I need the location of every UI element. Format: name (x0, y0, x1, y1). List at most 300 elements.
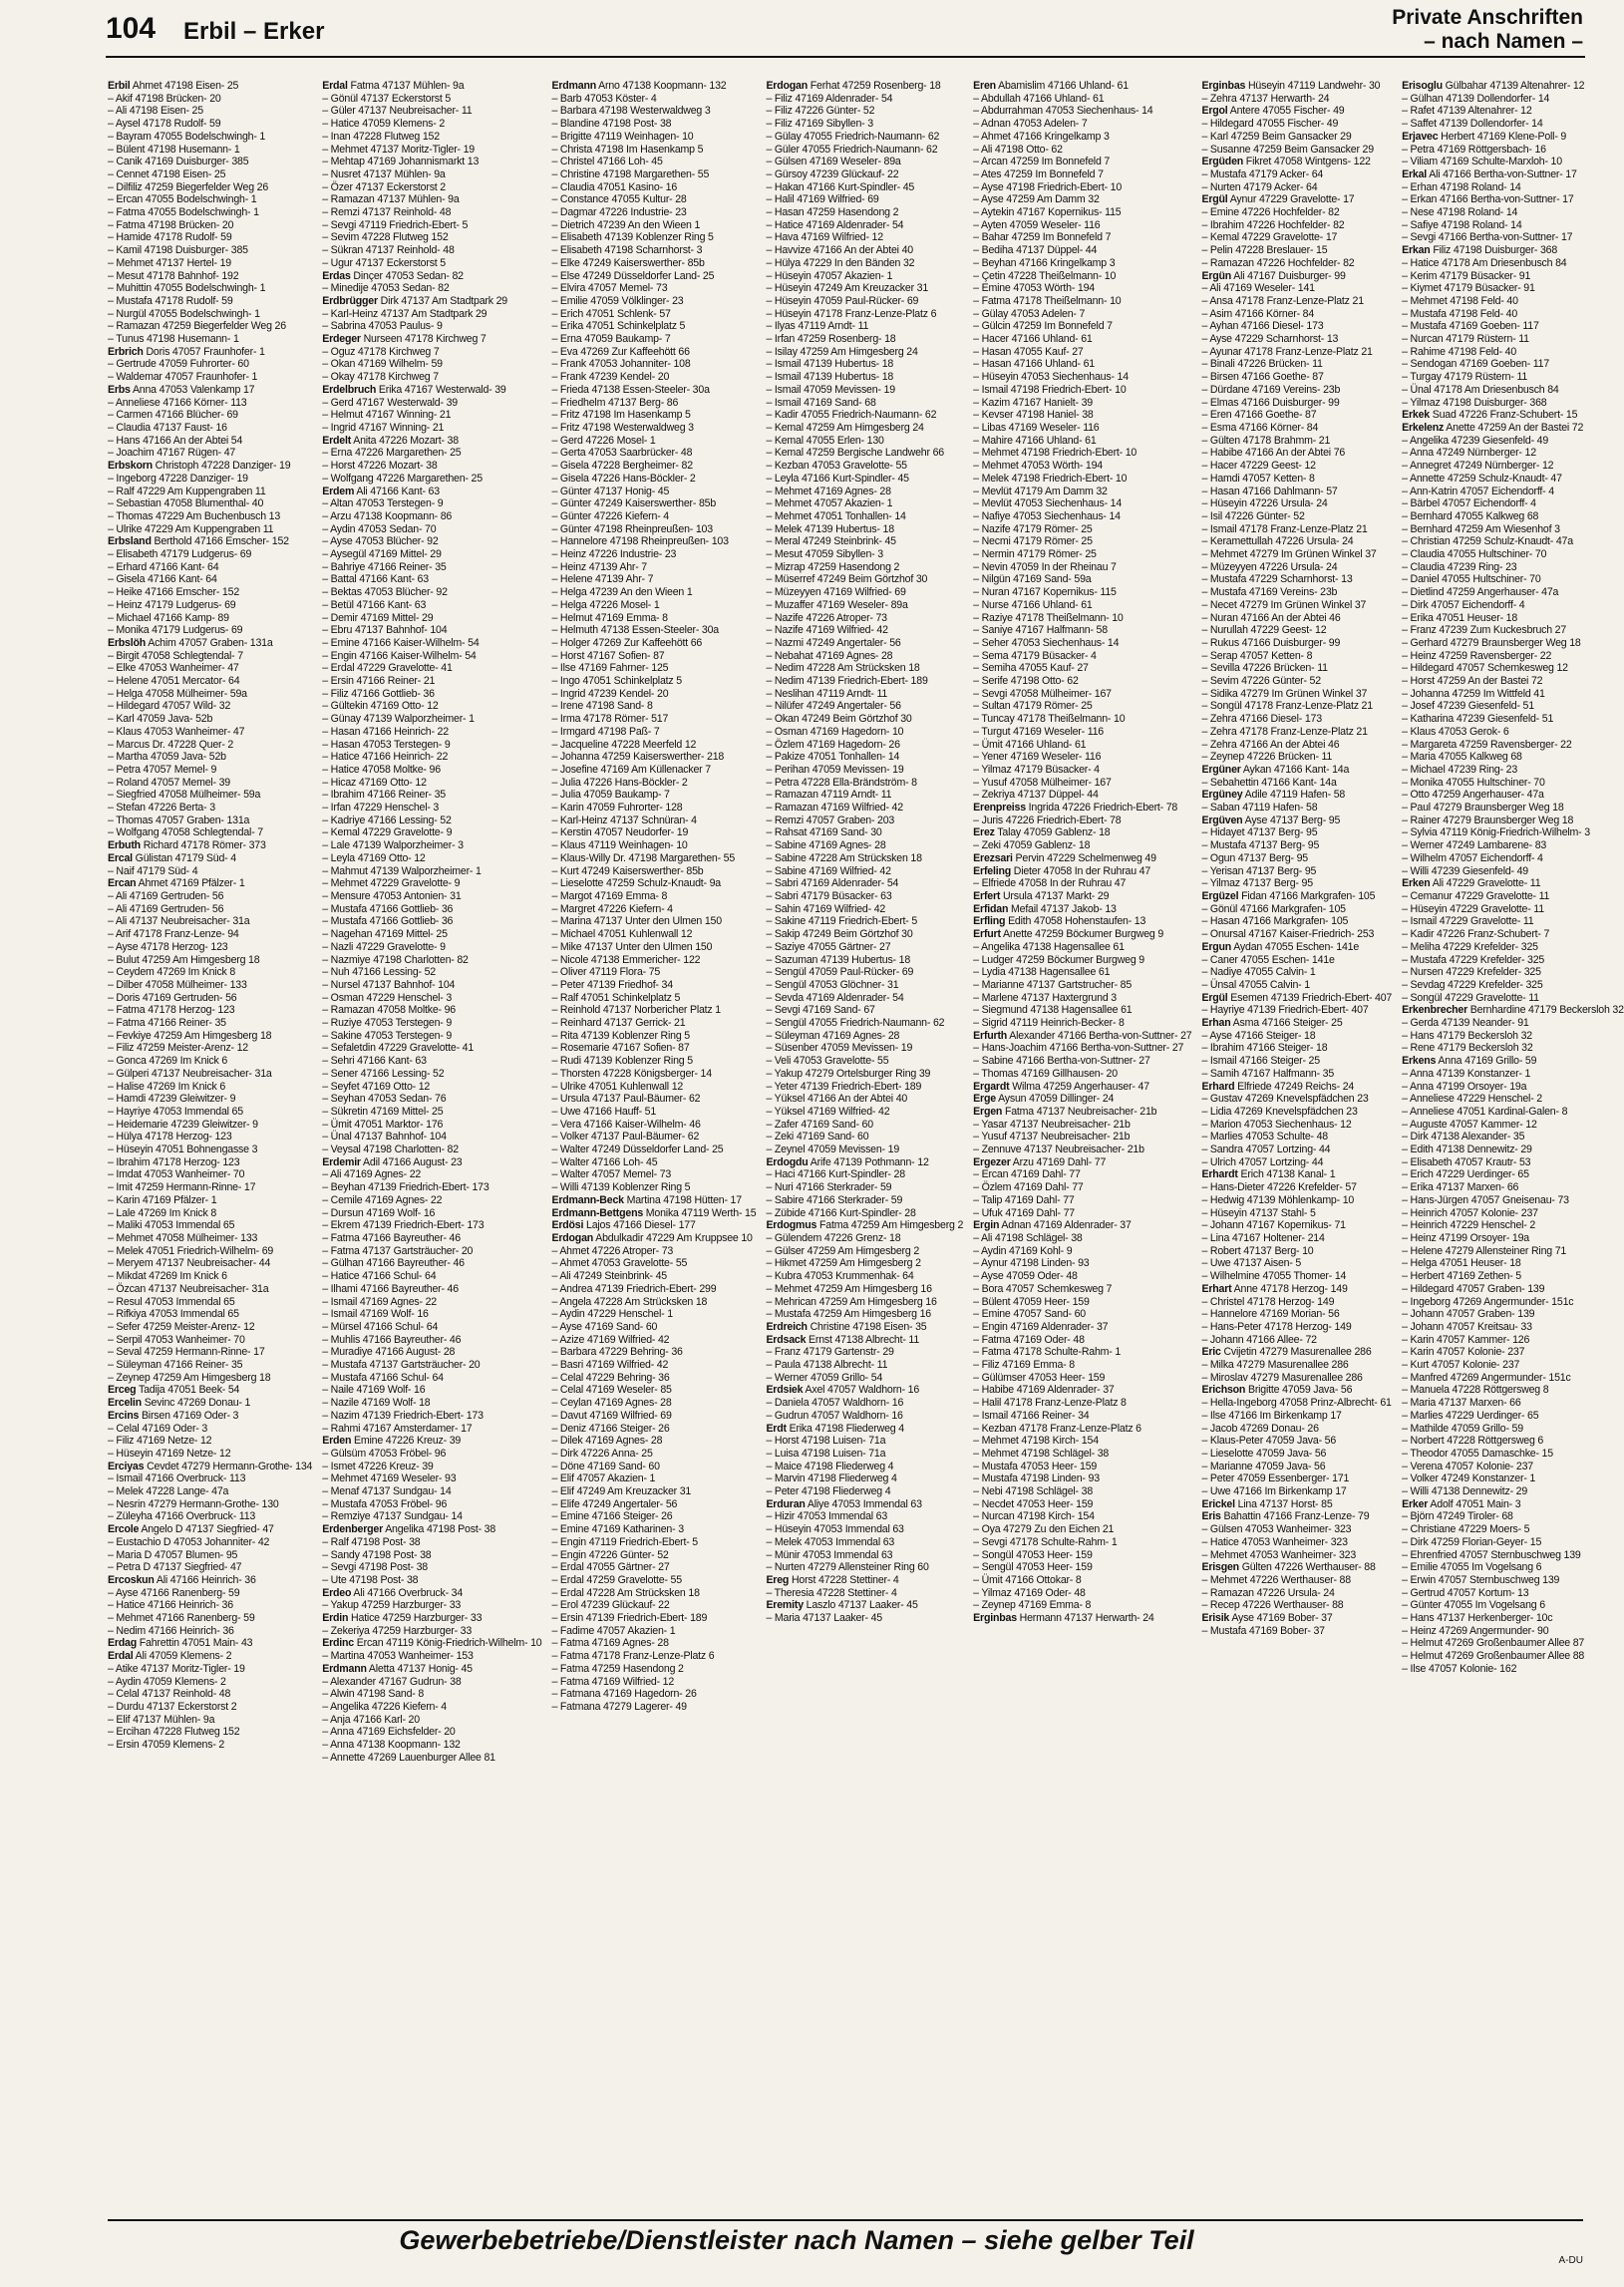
entry-details: – Fritz 47198 Im Hasenkamp 5 (551, 409, 691, 422)
directory-entry (108, 1270, 312, 1283)
surname: Erdsiek (766, 1384, 804, 1397)
directory-entry (1201, 1308, 1392, 1321)
entry-details: – Saban 47119 Hafen- 58 (1201, 802, 1318, 815)
entry-details: – Yasar 47137 Neubreisacher- 21b (973, 1118, 1131, 1131)
directory-entry (322, 966, 541, 979)
entry-details: – Franz 47239 Zum Kuckesbruch 27 (1402, 624, 1567, 637)
entry-details: – Hasan 47166 Uhland- 61 (973, 358, 1095, 371)
directory-entry (1201, 1461, 1392, 1473)
surname: Ercins (108, 1409, 140, 1422)
entry-details: – Gerhard 47279 Braunsberger Weg 18 (1402, 636, 1581, 649)
directory-entry (551, 599, 756, 612)
directory-entry (1201, 662, 1392, 675)
entry-details: – Kemal 47259 Am Himgesberg 24 (766, 421, 924, 434)
entry-details: – Muzaffer 47169 Weseler- 89a (766, 598, 908, 611)
entry-details: – Özlem 47169 Hagedorn- 26 (766, 738, 900, 751)
directory-entry (108, 1042, 312, 1055)
entry-details: – Hildegard 47057 Wild- 32 (108, 700, 231, 713)
directory-entry (322, 1372, 541, 1385)
surname: Erdogan (766, 80, 809, 92)
directory-entry (551, 1081, 756, 1094)
directory-entry (1201, 1599, 1392, 1612)
entry-details: – Hicaz 47169 Otto- 12 (322, 776, 427, 789)
entry-details: – Ilse 47169 Fahrner- 125 (551, 662, 669, 675)
directory-entry (973, 1004, 1191, 1017)
directory-entry (1201, 966, 1392, 979)
entry-details: – Mehrican 47259 Am Himgesberg 16 (766, 1295, 937, 1308)
entry-details: – Hatice 47058 Moltke- 96 (322, 763, 441, 776)
directory-entry (766, 535, 963, 548)
directory-entry (766, 1106, 963, 1119)
directory-entry (766, 384, 963, 397)
entry-details: – Elisabeth 47179 Ludgerus- 69 (108, 548, 252, 561)
directory-entry (1402, 1372, 1624, 1385)
entry-details: – Maria 47137 Marxen- 66 (1402, 1397, 1521, 1410)
entry-details: – Keramettullah 47226 Ursula- 24 (1201, 535, 1354, 548)
directory-entry (973, 1308, 1191, 1321)
entry-details: – Davut 47169 Wilfried- 69 (551, 1409, 672, 1422)
surname: Erge (973, 1093, 996, 1106)
entry-details: – Sabire 47166 Sterkrader- 59 (766, 1193, 903, 1206)
directory-entry (973, 1270, 1191, 1283)
entry-details: – Tunus 47198 Husemann- 1 (108, 333, 239, 346)
directory-entry (1402, 941, 1624, 954)
directory-entry (766, 1017, 963, 1030)
directory-entry (1402, 966, 1624, 979)
directory-entry (322, 346, 541, 359)
directory-entry (766, 1612, 963, 1625)
entry-details: – Naif 47179 Süd- 4 (108, 864, 198, 877)
directory-entry (766, 764, 963, 777)
directory-entry (322, 1498, 541, 1511)
directory-entry (766, 486, 963, 498)
entry-details: Anne 47178 Herzog- 149 (1233, 1282, 1348, 1295)
directory-entry (551, 802, 756, 815)
directory-entry (322, 1359, 541, 1372)
entry-details: – Yilmaz 47137 Berg- 95 (1201, 877, 1313, 890)
directory-entry (1402, 1131, 1624, 1144)
directory-entry (108, 1207, 312, 1220)
directory-entry (766, 1245, 963, 1258)
entry-details: – Hatice 47169 Aldenrader- 54 (766, 218, 904, 231)
directory-entry (1402, 384, 1624, 397)
directory-entry (551, 497, 756, 510)
entry-details: – Gönül 47166 Markgrafen- 105 (1201, 902, 1346, 915)
entry-details: – Katharina 47239 Giesenfeld- 51 (1402, 713, 1554, 726)
entry-details: – Hizir 47053 Immendal 63 (766, 1510, 888, 1523)
directory-entry (551, 1510, 756, 1523)
directory-entry (1402, 624, 1624, 637)
entry-details: – Mustafa 47166 Gottlieb- 36 (322, 915, 454, 928)
directory-entry (108, 282, 312, 295)
entry-details: – Frank 47053 Johanniter- 108 (551, 358, 691, 371)
directory-entry (551, 1004, 756, 1017)
entry-details: – Reinhard 47137 Gerrick- 21 (551, 1017, 686, 1030)
entry-details: Aysun 47059 Dillinger- 24 (998, 1093, 1115, 1106)
directory-entry (766, 320, 963, 333)
entry-details: – Josefine 47169 Am Küllenacker 7 (551, 763, 711, 776)
entry-details: – Ramazan 47259 Biegerfelder Weg 26 (108, 320, 286, 333)
entry-details: – Seyfet 47169 Otto- 12 (322, 1080, 431, 1093)
entry-details: Anette 47259 Böckumer Burgweg 9 (1002, 928, 1164, 941)
surname: Ergun (1201, 940, 1232, 953)
entry-details: – Engin 47226 Günter- 52 (551, 1548, 669, 1561)
directory-entry (551, 739, 756, 752)
entry-details: – Ayse 47169 Sand- 60 (551, 1320, 658, 1333)
entry-details: – Erol 47239 Glückauf- 22 (551, 1599, 670, 1612)
entry-details: – Remziye 47137 Sundgau- 14 (322, 1510, 463, 1523)
entry-details: – Fatma 47178 Schulte-Rahm- 1 (973, 1346, 1122, 1359)
directory-entry (551, 1144, 756, 1156)
directory-entry (1402, 181, 1624, 194)
directory-entry (1201, 865, 1392, 878)
page-header (0, 0, 1593, 56)
directory-entry (1201, 1131, 1392, 1144)
entry-details: – Hüseyin 47057 Akazien- 1 (766, 269, 893, 282)
directory-entry (1402, 1423, 1624, 1436)
directory-entry (766, 1308, 963, 1321)
directory-entry (108, 1321, 312, 1334)
directory-entry (973, 460, 1191, 473)
entry-details: – Ufuk 47169 Dahl- 77 (973, 1206, 1075, 1219)
entry-details: – Sidika 47279 Im Grünen Winkel 37 (1201, 687, 1368, 700)
directory-entry (1402, 1093, 1624, 1106)
directory-entry (551, 561, 756, 574)
entry-details: – Zeki 47059 Gablenz- 18 (973, 839, 1091, 852)
directory-entry (1402, 1498, 1624, 1511)
directory-entry (108, 612, 312, 625)
entry-details: – Gülser 47259 Am Himgesberg 2 (766, 1244, 920, 1257)
entry-details: – Dirk 47138 Alexander- 35 (1402, 1131, 1525, 1144)
entry-details: – Sevgi 47119 Friedrich-Ebert- 5 (322, 218, 469, 231)
directory-entry (1402, 80, 1624, 93)
directory-entry (1402, 789, 1624, 802)
directory-entry (1201, 573, 1392, 586)
entry-details: – Maria 47137 Laaker- 45 (766, 1612, 882, 1625)
entry-details: – Necmi 47179 Römer- 25 (973, 535, 1093, 548)
directory-entry (1402, 777, 1624, 790)
entry-details: – Sefaletdin 47229 Gravelotte- 41 (322, 1042, 475, 1055)
entry-details: – Margot 47169 Emma- 8 (551, 890, 668, 902)
entry-details: – Ates 47259 Im Bonnefeld 7 (973, 167, 1104, 180)
directory-entry (1402, 1308, 1624, 1321)
directory-entry (1402, 320, 1624, 333)
entry-details: – Özcan 47137 Neubreisacher- 31a (108, 1282, 269, 1295)
entry-details: – Sabine 47166 Bertha-von-Suttner- 27 (973, 1055, 1150, 1068)
directory-entry (973, 320, 1191, 333)
entry-details: – Engin 47166 Kaiser-Wilhelm- 54 (322, 649, 477, 662)
entry-details: – Ute 47198 Post- 38 (322, 1573, 419, 1586)
entry-details: – Jacob 47269 Donau- 26 (1201, 1422, 1319, 1435)
entry-details: – Yakup 47279 Ortelsburger Ring 39 (766, 1067, 931, 1080)
directory-entry (551, 131, 756, 144)
entry-details: – Atike 47137 Moritz-Tigler- 19 (108, 1662, 245, 1675)
entry-details: – Mustafa 47229 Scharnhorst- 13 (1201, 573, 1353, 586)
entry-details: – Ilse 47057 Kolonie- 162 (1402, 1662, 1517, 1675)
directory-entry (551, 282, 756, 295)
entry-details: – Müserref 47249 Beim Görtzhof 30 (766, 573, 928, 586)
directory-entry (551, 1625, 756, 1638)
directory-entry (766, 447, 963, 460)
directory-entry (1201, 1144, 1392, 1156)
directory-entry (973, 1156, 1191, 1169)
directory-entry (973, 486, 1191, 498)
entry-details: – Emine 47053 Wörth- 194 (973, 282, 1095, 295)
entry-details: – Rahsat 47169 Sand- 30 (766, 826, 882, 839)
entry-details: – Mehmet 47137 Hertel- 19 (108, 256, 231, 269)
directory-entry (766, 966, 963, 979)
directory-entry (973, 1612, 1191, 1625)
entry-details: – Ulrike 47051 Kuhlenwall 12 (551, 1080, 684, 1093)
entry-details: – Neslihan 47119 Arndt- 11 (766, 687, 888, 700)
directory-entry (1201, 1093, 1392, 1106)
entry-details: – Zafer 47169 Sand- 60 (766, 1118, 873, 1131)
entry-details: – Habibe 47166 An der Abtei 76 (1201, 447, 1346, 460)
directory-entry (551, 1663, 756, 1676)
directory-entry (1402, 535, 1624, 548)
directory-entry (551, 1448, 756, 1461)
directory-entry (973, 839, 1191, 852)
entry-details: – Hava 47169 Wilfried- 12 (766, 231, 883, 244)
directory-entry (322, 877, 541, 890)
directory-entry (1402, 1435, 1624, 1448)
directory-entry (1201, 826, 1392, 839)
directory-entry (551, 1168, 756, 1181)
directory-entry (551, 941, 756, 954)
directory-entry (108, 1523, 312, 1536)
directory-entry (551, 675, 756, 688)
entry-details: Lajos 47166 Diesel- 177 (586, 1219, 696, 1232)
directory-entry (1201, 650, 1392, 663)
directory-entry (1402, 1448, 1624, 1461)
directory-entry (322, 1283, 541, 1296)
directory-entry (766, 1549, 963, 1562)
entry-details: – Erwin 47057 Sternbuschweg 139 (1402, 1573, 1560, 1586)
directory-entry (1402, 1536, 1624, 1549)
directory-entry (766, 586, 963, 599)
directory-entry (108, 144, 312, 157)
entry-details: – Sehri 47166 Kant- 63 (322, 1055, 427, 1068)
surname: Ergüner (1201, 763, 1241, 776)
entry-details: – Hüseyin 47169 Netze- 12 (108, 1447, 231, 1460)
entry-details: – Engin 47169 Aldenrader- 37 (973, 1320, 1109, 1333)
entry-details: Christine 47198 Eisen- 35 (810, 1320, 927, 1333)
directory-entry (1201, 168, 1392, 181)
entry-details: – Gülsen 47169 Weseler- 89a (766, 156, 901, 168)
entry-details: – Kiymet 47179 Büsacker- 91 (1402, 282, 1535, 295)
directory-column (322, 80, 541, 2203)
entry-details: – Gürsoy 47239 Glückauf- 22 (766, 167, 899, 180)
directory-entry (108, 1485, 312, 1498)
directory-entry (1402, 308, 1624, 321)
entry-details: Bernhardine 47179 Beckersloh 32 (1469, 1004, 1624, 1017)
entry-details: – Sengül 47053 Glöchner- 31 (766, 978, 899, 991)
entry-details: – Ralf 47229 Am Kuppengraben 11 (108, 485, 266, 497)
footer-note: Gewerbebetriebe/Dienstleister nach Namen – siehe gelber Teil (399, 2225, 1194, 2255)
directory-entry (551, 1650, 756, 1663)
directory-entry (108, 1510, 312, 1523)
directory-entry (108, 333, 312, 346)
directory-entry (1402, 739, 1624, 752)
entry-details: – Hatice 47166 Heinrich- 36 (108, 1599, 233, 1612)
directory-entry (1402, 586, 1624, 599)
directory-entry (1201, 105, 1392, 118)
directory-entry (322, 1308, 541, 1321)
directory-entry (1201, 612, 1392, 625)
directory-entry (973, 333, 1191, 346)
directory-entry (322, 118, 541, 131)
directory-entry (322, 1068, 541, 1081)
directory-entry (766, 815, 963, 827)
entry-details: – Hüseyin 47059 Paul-Rücker- 69 (766, 294, 919, 307)
entry-details: – Halil 47178 Franz-Lenze-Platz 8 (973, 1397, 1127, 1410)
entry-details: – Sigrid 47119 Heinrich-Becker- 8 (973, 1017, 1125, 1030)
entry-details: – Ahmet 47166 Kringelkamp 3 (973, 130, 1110, 143)
directory-entry (108, 1423, 312, 1436)
entry-details: – Ayse 47178 Herzog- 123 (108, 940, 228, 953)
entry-details: – Jacqueline 47228 Meerfeld 12 (551, 738, 697, 751)
entry-details: – Anneliese 47229 Henschel- 2 (1402, 1093, 1542, 1106)
directory-entry (1201, 93, 1392, 106)
directory-entry (108, 1081, 312, 1094)
entry-details: – Yerisan 47137 Berg- 95 (1201, 864, 1317, 877)
directory-entry (322, 371, 541, 384)
directory-column (551, 80, 756, 2203)
entry-details: – Filiz 47166 Gottlieb- 36 (322, 687, 435, 700)
entry-details: Anna 47169 Grillo- 59 (1438, 1055, 1537, 1068)
entry-details: – Maice 47198 Fliederweg 4 (766, 1460, 894, 1472)
directory-entry (973, 1485, 1191, 1498)
directory-entry (322, 1549, 541, 1562)
directory-entry (1201, 586, 1392, 599)
directory-entry (1402, 751, 1624, 764)
directory-entry (973, 168, 1191, 181)
entry-details: – Bärbel 47057 Eichendorff- 4 (1402, 497, 1536, 510)
directory-entry (973, 1448, 1191, 1461)
entry-details: – Gülcin 47259 Im Bonnefeld 7 (973, 320, 1113, 333)
entry-details: – Monika 47179 Ludgerus- 69 (108, 624, 243, 637)
entry-details: – Hatice 47166 Heinrich- 22 (322, 751, 449, 764)
entry-details: – Angelika 47138 Hagensallee 61 (973, 940, 1125, 953)
directory-entry (973, 397, 1191, 410)
directory-entry (973, 599, 1191, 612)
directory-entry (322, 612, 541, 625)
entry-details: – Willi 47139 Koblenzer Ring 5 (551, 1181, 691, 1194)
directory-entry (766, 777, 963, 790)
entry-details: – Gültekin 47169 Otto- 12 (322, 700, 439, 713)
directory-entry (1201, 954, 1392, 967)
directory-entry (322, 1612, 541, 1625)
directory-entry (973, 131, 1191, 144)
directory-entry (108, 244, 312, 257)
directory-entry (108, 473, 312, 486)
entry-details: – Rudi 47139 Koblenzer Ring 5 (551, 1055, 693, 1068)
directory-entry (1402, 144, 1624, 157)
directory-entry (1402, 1168, 1624, 1181)
entry-details: – Bediha 47137 Düppel- 44 (973, 244, 1098, 257)
directory-entry (551, 371, 756, 384)
directory-entry (1402, 486, 1624, 498)
entry-details: Asma 47166 Steiger- 25 (1232, 1017, 1343, 1030)
directory-entry (1402, 1042, 1624, 1055)
directory-entry (766, 1485, 963, 1498)
entry-details: – Ayse 47166 Ranenberg- 59 (108, 1586, 240, 1599)
directory-entry (108, 320, 312, 333)
directory-entry (108, 1498, 312, 1511)
directory-entry (551, 1321, 756, 1334)
directory-entry (1402, 193, 1624, 206)
entry-details: – Klaus-Willy Dr. 47198 Margarethen- 55 (551, 851, 736, 864)
entry-details: – Lydia 47138 Hagensallee 61 (973, 966, 1111, 979)
entry-details: Anette 47259 An der Bastei 72 (1446, 421, 1584, 434)
entry-details: – Franz 47179 Gartenstr- 29 (766, 1346, 894, 1359)
directory-entry (1201, 1106, 1392, 1119)
entry-details: – Ismail 47166 Overbruck- 113 (108, 1472, 246, 1485)
directory-entry (322, 637, 541, 650)
entry-details: – Basri 47169 Wilfried- 42 (551, 1359, 669, 1372)
entry-details: – Demir 47169 Mittel- 29 (322, 611, 434, 624)
directory-entry (973, 181, 1191, 194)
directory-entry (766, 144, 963, 157)
entry-details: – Hamdi 47239 Gleiwitzer- 9 (108, 1093, 236, 1106)
entry-details: – Helga 47051 Heuser- 18 (1402, 1257, 1521, 1270)
directory-entry (551, 435, 756, 448)
directory-entry (973, 941, 1191, 954)
entry-details: – Osman 47169 Hagedorn- 10 (766, 725, 904, 738)
entry-details: – Lale 47269 Im Knick 8 (108, 1206, 217, 1219)
entry-details: – Christa 47198 Im Hasenkamp 5 (551, 143, 704, 156)
directory-entry (108, 726, 312, 739)
directory-entry (551, 244, 756, 257)
entry-details: – Wolfgang 47226 Margarethen- 25 (322, 472, 483, 485)
directory-entry (1402, 1410, 1624, 1423)
entry-details: – Auguste 47057 Kammer- 12 (1402, 1118, 1537, 1131)
directory-entry (766, 473, 963, 486)
entry-details: – Hans 47137 Herkenberger- 10c (1402, 1612, 1553, 1625)
entry-details: – Melek 47051 Friedrich-Wilhelm- 69 (108, 1244, 274, 1257)
surname: Ergüden (1201, 156, 1244, 168)
directory-entry (1402, 447, 1624, 460)
entry-details: Aynur 47229 Gravelotte- 17 (1229, 193, 1355, 206)
directory-entry (1201, 1068, 1392, 1081)
directory-entry (1201, 1384, 1392, 1397)
entry-details: – Rainer 47279 Braunsberger Weg 18 (1402, 814, 1574, 826)
entry-details: – Ersin 47166 Reiner- 21 (322, 675, 436, 688)
entry-details: – Ingeborg 47228 Danziger- 19 (108, 472, 248, 485)
entry-details: – Yüksel 47166 An der Abtei 40 (766, 1093, 908, 1106)
directory-entry (551, 1042, 756, 1055)
directory-entry (108, 839, 312, 852)
entry-details: – Rahime 47198 Feld- 40 (1402, 345, 1517, 358)
entry-details: Arzu 47169 Dahl- 77 (1012, 1155, 1107, 1168)
surname: Erfurt (973, 928, 1001, 941)
entry-details: – Özer 47137 Eckerstorst 2 (322, 180, 446, 193)
directory-entry (551, 460, 756, 473)
directory-entry (1402, 1637, 1624, 1650)
entry-details: – Elisabeth 47139 Koblenzer Ring 5 (551, 231, 714, 244)
entry-details: – Müzeyyen 47169 Wilfried- 69 (766, 586, 906, 599)
directory-entry (108, 231, 312, 244)
entry-details: – Kamil 47198 Duisburger- 385 (108, 244, 248, 257)
directory-entry (108, 1346, 312, 1359)
directory-entry (1402, 1017, 1624, 1030)
entry-details: – Mustafa 47169 Vereins- 23b (1201, 586, 1338, 599)
section-title (1392, 6, 1583, 54)
directory-entry (973, 1384, 1191, 1397)
surname: Ercal (108, 851, 133, 864)
entry-details: Erika 47198 Fliederweg 4 (789, 1422, 904, 1435)
entry-details: – Nebahat 47169 Agnes- 28 (766, 649, 893, 662)
